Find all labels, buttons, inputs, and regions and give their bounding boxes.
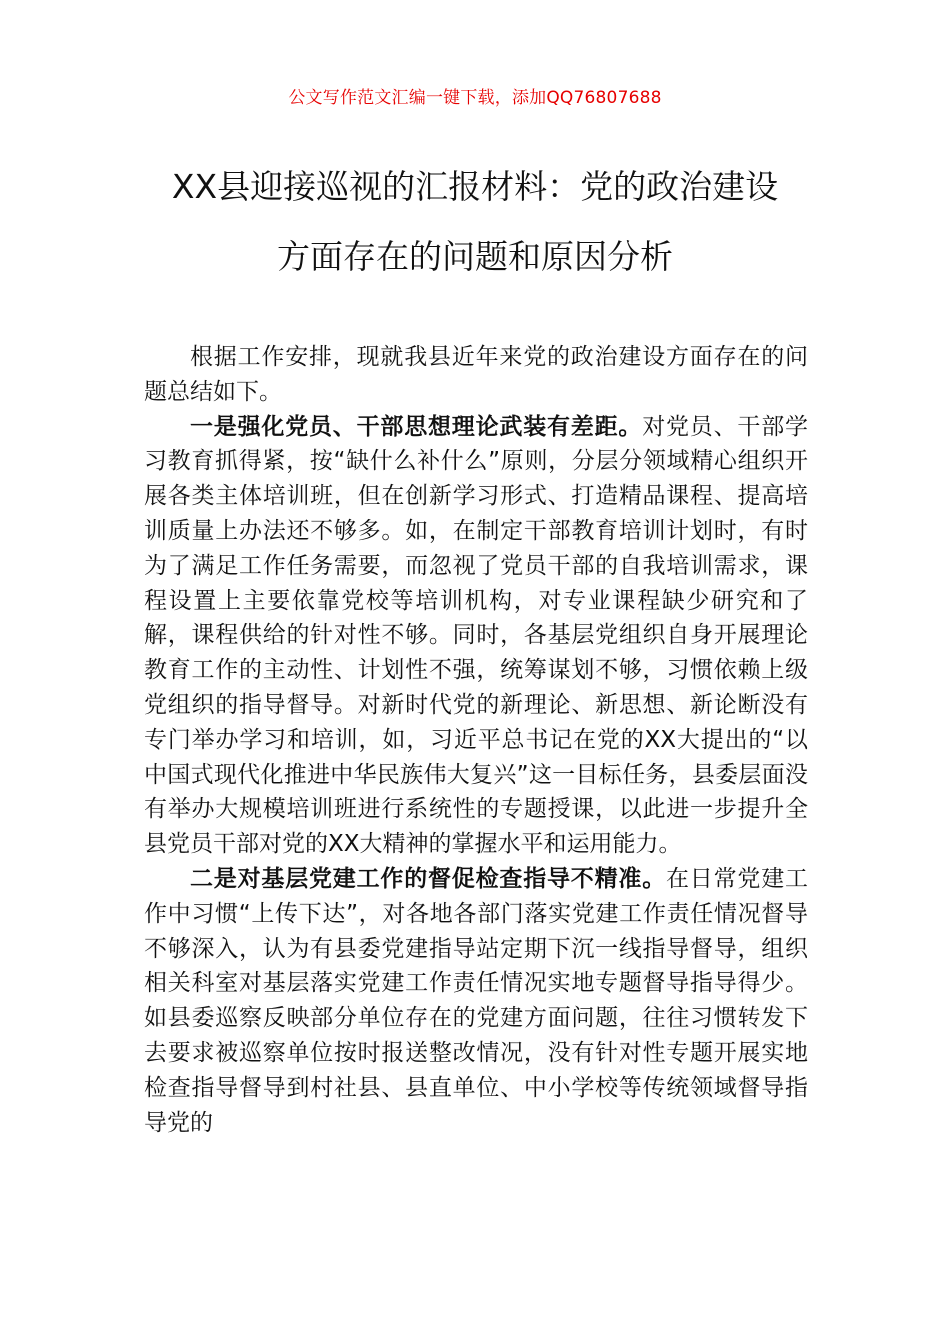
title-line-2: 方面存在的问题和原因分析: [277, 237, 673, 276]
document-body: [144, 340, 808, 1140]
paragraph-intro: [144, 340, 808, 410]
download-banner: 公文写作范文汇编一键下载，添加QQ76807688: [288, 88, 662, 108]
title-line-1: XX县迎接巡视的汇报材料：党的政治建设: [171, 167, 779, 206]
paragraph-text: 根据工作安排，现就我县近年来党的政治建设方面存在的问题总结如下。: [144, 344, 808, 405]
paragraph-lead: 一是强化党员、干部思想理论武装有差距。: [190, 413, 643, 440]
paragraph-point-2: [144, 862, 808, 1140]
paragraph-point-1: [144, 410, 808, 862]
document-title: [130, 152, 820, 292]
paragraph-text: 对党员、干部学习教育抓得紧，按“缺什么补什么”原则，分层分领域精心组织开展各类主体培训班，但在创新学习形式、打造精品课程、提高培训质量上办法还不够多。如，在制定干部教育培训计划时，有时为了满足工作任务需要，而忽视了党员干部的自我培训需求，课程设置上主要依靠党校等培训机构，对专业课程缺少研究和了解，课程供给的针对性不够。同时，各基层党组织自身开展理论教育工作的主动性、计划性不强，统筹谋划不够，习惯依赖上级党组织的指导督导。对新时代党的新理论、新思想、新论断没有专门举办学习和培训，如，习近平总书记在党的XX大提出的“以中国式现代化推进中华民族伟大复兴”这一目标任务，县委层面没有举办大规模培训班进行系统性的专题授课，以此进一步提升全县党员干部对党的XX大精神的掌握水平和运用能力。: [144, 413, 809, 858]
paragraph-lead: 二是对基层党建工作的督促检查指导不精准。: [190, 865, 666, 892]
paragraph-text: 在日常党建工作中习惯“上传下达”，对各地各部门落实党建工作责任情况督导不够深入，认为有县委党建指导站定期下沉一线指导督导，组织相关科室对基层落实党建工作责任情况实地专题督导指导得少。如县委巡察反映部分单位存在的党建方面问题，往往习惯转发下去要求被巡察单位按时报送整改情况，没有针对性专题开展实地检查指导督导到村社县、县直单位、中小学校等传统领域督导指导党的: [144, 865, 809, 1136]
